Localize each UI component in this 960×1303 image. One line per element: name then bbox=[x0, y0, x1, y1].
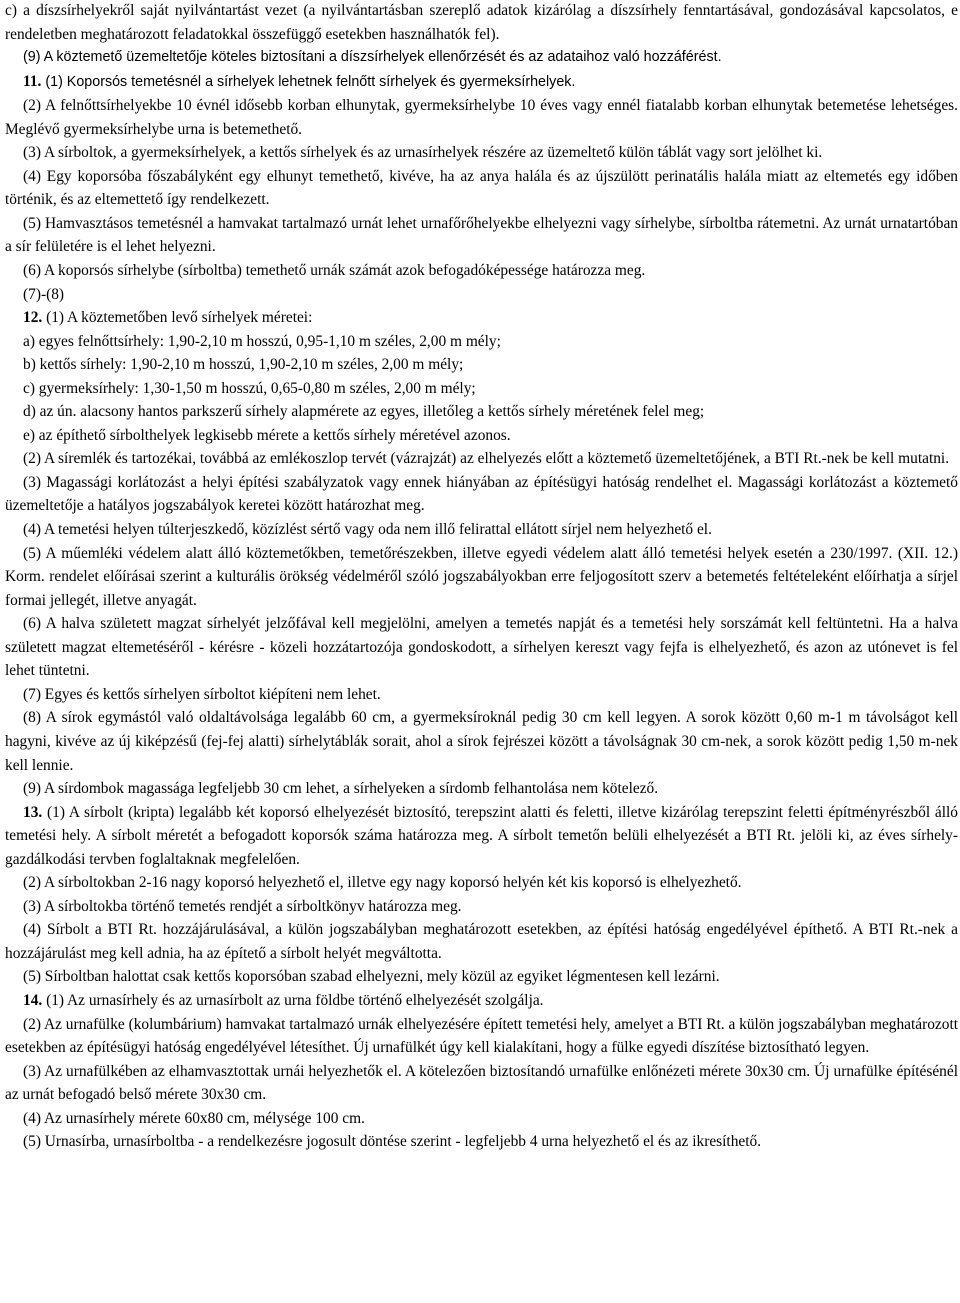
paragraph-text: (6) A halva született magzat sírhelyét jelzőfával kell megjelölni, amelyen a temetés napját és a temetési hely sorszámát kell feltüntetni. Ha a halva született magzat eltemetéséről - kérésre - közeli hozzátartozója gondoskodott, a sírhelyen kereszt vagy fejfa is elhelyezhető, és azon az utónevet is fel lehet tüntetni. bbox=[5, 615, 958, 680]
section-11-paragraph-3 bbox=[5, 141, 958, 165]
paragraph-text: (1) A sírbolt (kripta) legalább két koporsó elhelyezését biztosító, terepszint alatti és feletti, illetve kizárólag terepszint feletti építményrészből álló temetési hely. A sírbolt méretét a befogadott koporsók száma határozza meg. A sírbolt temetőn belüli elhelyezését a BTI Rt. jelöli ki, az éves sírhely-gazdálkodási tervben foglaltaknak megfelelően. bbox=[5, 803, 958, 868]
paragraph-text: d) az ún. alacsony hantos parkszerű sírhely alapmérete az egyes, illetőleg a kettős sírhely méretének felel meg; bbox=[23, 403, 705, 421]
section-12-paragraph-7 bbox=[5, 683, 958, 707]
section-14-paragraph-4 bbox=[5, 1107, 958, 1131]
section-12-paragraph-9 bbox=[5, 777, 958, 801]
section-11-paragraph-6 bbox=[5, 259, 958, 283]
list-item-e bbox=[5, 424, 958, 448]
list-item-c bbox=[5, 377, 958, 401]
list-item-d bbox=[5, 400, 958, 424]
section-number: 14. bbox=[23, 991, 43, 1009]
paragraph-text: (4) A temetési helyen túlterjeszkedő, közízlést sértő vagy oda nem illő felirattal ellátott sírjel nem helyezhető el. bbox=[23, 521, 712, 539]
section-number: 13. bbox=[23, 803, 43, 821]
paragraph-text: (1) A köztemetőben levő sírhelyek méretei: bbox=[42, 309, 313, 327]
list-item-b bbox=[5, 353, 958, 377]
paragraph-text: (3) A sírboltok, a gyermeksírhelyek, a kettős sírhelyek és az urnasírhelyek részére az üzemeltető külön táblát vagy sort jelölhet ki. bbox=[23, 144, 823, 162]
paragraph-text: (4) Sírbolt a BTI Rt. hozzájárulásával, a külön jogszabályban meghatározott esetekben, az építési hatóság engedélyével építhető. A BTI Rt.-nek a hozzájárulást meg kell adnia, ha az építető a sírbolt helyét megváltotta. bbox=[5, 921, 958, 962]
section-11-paragraph-2 bbox=[5, 94, 958, 141]
paragraph-text: (9) A sírdombok magassága legfeljebb 30 cm lehet, a sírhelyeken a sírdomb felhantolása nem kötelező. bbox=[23, 780, 659, 798]
paragraph-text: (3) Az urnafülkében az elhamvasztottak urnái helyezhetők el. A kötelezően biztosítandó urnafülke enlőnézeti mérete 30x30 cm. Új urnafülke építésénél az urnát befogadó belső mérete 30x30 cm. bbox=[5, 1062, 958, 1104]
paragraph-text: (5) Sírboltban halottat csak kettős koporsóban szabad elhelyezni, mely közül az egyiket légmentesen kell lezárni. bbox=[23, 968, 720, 986]
paragraph-text: (4) Egy koporsóba főszabályként egy elhunyt temethető, kivéve, ha az anya halála és az újszülött perinatális halála miatt az eltemetés egy időben történik, és az eltemettető így rendelkezett. bbox=[5, 167, 958, 209]
paragraph-text: (3) A sírboltokba történő temetés rendjét a sírboltkönyv határozza meg. bbox=[23, 897, 462, 915]
section-12-paragraph-2 bbox=[5, 447, 958, 471]
paragraph-text: (2) A síremlék és tartozékai, továbbá az emlékoszlop tervét (vázrajzát) az elhelyezés előtt a köztemető üzemeltetőjének, a BTI Rt.-nek be kell mutatni. bbox=[23, 450, 950, 468]
section-number: 12. bbox=[23, 309, 43, 327]
section-11-paragraph-1 bbox=[5, 70, 958, 95]
paragraph-text: (2) A sírboltokban 2-16 nagy koporsó helyezhető el, illetve egy nagy koporsó helyén két kis koporsó is elhelyezhető. bbox=[23, 874, 742, 892]
paragraph-text: b) kettős sírhely: 1,90-2,10 m hosszú, 1,90-2,10 m széles, 2,00 m mély; bbox=[23, 356, 464, 374]
paragraph-text: (4) Az urnasírhely mérete 60x80 cm, mélysége 100 cm. bbox=[23, 1109, 365, 1127]
section-12-paragraph-3 bbox=[5, 471, 958, 518]
section-13-paragraph-5 bbox=[5, 965, 958, 989]
paragraph-text: c) a díszsírhelyekről saját nyilvántartást vezet (a nyilvántartásban szereplő adatok kizárólag a díszsírhely fenntartásával, gondozásával kapcsolatos, e rendeletben meghatározott feladatokkal összefüggő esetekben használhatók fel). bbox=[5, 2, 958, 43]
section-12-paragraph-6 bbox=[5, 612, 958, 683]
section-13-paragraph-1 bbox=[5, 801, 958, 872]
paragraph-text: (2) Az urnafülke (kolumbárium) hamvakat tartalmazó urnák elhelyezésére épített temetési hely, amelyet a BTI Rt. a külön jogszabályban meghatározott esetekben az építésügyi hatóság engedélyével létesíthet. Új urnafülkét úgy kell kialakítani, hogy a fülke egyedi díszítése biztosítható legyen. bbox=[5, 1015, 958, 1057]
paragraph-text: (6) A koporsós sírhelybe (sírboltba) temethető urnák számát azok befogadóképessége határozza meg. bbox=[23, 262, 646, 280]
section-13-paragraph-2 bbox=[5, 871, 958, 895]
section-13-paragraph-4 bbox=[5, 918, 958, 965]
section-11-paragraph-7-8 bbox=[5, 283, 958, 307]
paragraph-text: e) az építhető sírbolthelyek legkisebb mérete a kettős sírhely méretével azonos. bbox=[23, 426, 511, 444]
paragraph-text: a) egyes felnőttsírhely: 1,90-2,10 m hosszú, 0,95-1,10 m széles, 2,00 m mély; bbox=[23, 332, 501, 350]
section-12-paragraph-8 bbox=[5, 706, 958, 777]
paragraph-text: (7)-(8) bbox=[23, 285, 65, 303]
paragraph-text: (1) Az urnasírhely és az urnasírbolt az urna földbe történő elhelyezését szolgálja. bbox=[42, 991, 544, 1009]
section-number: 11. bbox=[23, 72, 42, 90]
section-11-paragraph-4 bbox=[5, 165, 958, 212]
paragraph-text: (9) A köztemető üzemeltetője köteles biztosítani a díszsírhelyek ellenőrzését és az adataihoz való hozzáférést. bbox=[23, 49, 722, 66]
paragraph-text: (5) A műemléki védelem alatt álló köztemetőkben, temetőrészekben, illetve egyedi védelem alatt álló temetési helyek esetén a 230/1997. (XII. 12.) Korm. rendelet előírásai szerint a kulturális örökség védelméről szóló jogszabályokban erre feljogosított szerv a betemetés feltételeként előírhatja a sírjel formai jellegét, illetve anyagát. bbox=[5, 544, 958, 609]
paragraph-c-diszsirhely bbox=[5, 0, 958, 46]
document-body bbox=[5, 0, 958, 1154]
list-item-a bbox=[5, 330, 958, 354]
paragraph-text: (3) Magassági korlátozást a helyi építési szabályzatok vagy ennek hiányában az építésügyi hatóság rendelhet el. Magassági korlátozást a köztemető üzemeltetője a hatályos jogszabályok keretei között határozhat meg. bbox=[5, 473, 958, 515]
paragraph-text: (8) A sírok egymástól való oldaltávolsága legalább 60 cm, a gyermeksíroknál pedig 30 cm kell legyen. A sorok között 0,60 m-1 m távolságot kell hagyni, kivéve az új kiképzésű (fej-fej alatti) sírhelytáblák sorait, ahol a sírok fejrészei között a távolságnak 30 cm-nek, a sorok között pedig 1,50 m-nek kell lennie. bbox=[5, 709, 958, 774]
section-14-paragraph-3 bbox=[5, 1060, 958, 1107]
paragraph-text: (1) Koporsós temetésnél a sírhelyek lehetnek felnőtt sírhelyek és gyermeksírhelyek. bbox=[41, 73, 576, 90]
paragraph-9 bbox=[5, 46, 958, 70]
section-12-paragraph-5 bbox=[5, 542, 958, 613]
section-13-paragraph-3 bbox=[5, 895, 958, 919]
section-11-paragraph-5 bbox=[5, 212, 958, 259]
paragraph-text: c) gyermeksírhely: 1,30-1,50 m hosszú, 0,65-0,80 m széles, 2,00 m mély; bbox=[23, 379, 476, 397]
section-12-paragraph-4 bbox=[5, 518, 958, 542]
paragraph-text: (5) Hamvasztásos temetésnél a hamvakat tartalmazó urnát lehet urnafőrőhelyekbe elhelyezni vagy sírhelybe, sírboltba rátemetni. Az urnát urnatartóban a sír felületére is el lehet helyezni. bbox=[5, 214, 958, 256]
paragraph-text: (2) A felnőttsírhelyekbe 10 évnél idősebb korban elhunytak, gyermeksírhelybe 10 éves vagy ennél fiatalabb korban elhunytak betemetése lehetséges. Meglévő gyermeksírhelybe urna is betemethető. bbox=[5, 97, 958, 138]
section-14-paragraph-5 bbox=[5, 1130, 958, 1154]
section-14-paragraph-1 bbox=[5, 989, 958, 1013]
section-12-paragraph-1 bbox=[5, 306, 958, 330]
paragraph-text: (5) Urnasírba, urnasírboltba - a rendelkezésre jogosult döntése szerint - legfeljebb 4 urna helyezhető el és az ikresíthető. bbox=[23, 1133, 762, 1151]
paragraph-text: (7) Egyes és kettős sírhelyen sírboltot kiépíteni nem lehet. bbox=[23, 685, 381, 703]
section-14-paragraph-2 bbox=[5, 1013, 958, 1060]
